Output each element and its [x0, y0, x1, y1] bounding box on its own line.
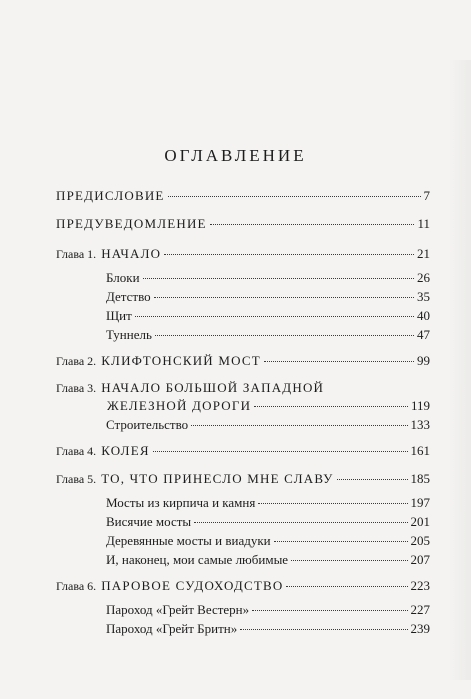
dot-leader	[191, 425, 407, 426]
toc-entry-chapter-1[interactable]	[56, 246, 430, 262]
page-title: ОГЛАВЛЕНИЕ	[164, 146, 307, 165]
toc-subentry[interactable]	[106, 495, 430, 511]
entry-label: И, наконец, мои самые любимые	[106, 552, 289, 567]
page-number: 47	[417, 327, 430, 342]
dot-leader	[155, 335, 414, 336]
entry-label: КЛИФТОНСКИЙ МОСТ	[101, 353, 261, 368]
dot-leader	[291, 560, 407, 561]
dot-leader	[194, 522, 407, 523]
entry-label: Деревянные мосты и виадуки	[106, 533, 271, 548]
entry-label: Детство	[106, 289, 151, 304]
page-number: 21	[417, 246, 430, 261]
page-number: 205	[410, 533, 430, 548]
dot-leader	[264, 361, 414, 362]
chapter-prefix: Глава 1.	[56, 247, 97, 261]
chapter-prefix: Глава 6.	[56, 579, 97, 593]
entry-label: Блоки	[106, 270, 140, 285]
page-number: 26	[417, 270, 430, 285]
page-number: 207	[410, 552, 430, 567]
entry-label: НАЧАЛО БОЛЬШОЙ ЗАПАДНОЙ	[101, 380, 325, 395]
chapter-prefix: Глава 5.	[56, 472, 97, 486]
entry-label: Пароход «Грейт Вестерн»	[106, 602, 250, 617]
entry-label: Мосты из кирпича и камня	[106, 495, 256, 510]
chapter-prefix: Глава 4.	[56, 444, 97, 458]
toc-subentry[interactable]	[106, 602, 430, 618]
toc-entry-preface[interactable]	[56, 188, 430, 204]
toc-subentry[interactable]	[106, 270, 430, 286]
entry-label: Строительство	[106, 417, 189, 432]
toc-entry-chapter-3[interactable]	[56, 380, 430, 396]
chapter-prefix: Глава 3.	[56, 381, 97, 395]
dot-leader	[154, 297, 414, 298]
page-number: 197	[410, 495, 430, 510]
page-number: 133	[410, 417, 430, 432]
entry-label: Пароход «Грейт Бритн»	[106, 621, 238, 636]
dot-leader	[240, 629, 407, 630]
toc-subentry[interactable]	[106, 514, 430, 530]
entry-label: Щит	[106, 308, 132, 323]
toc-subentry[interactable]	[106, 327, 430, 343]
entry-label: НАЧАЛО	[101, 246, 162, 261]
toc-entry-chapter-3-cont[interactable]	[107, 398, 430, 414]
dot-leader	[258, 503, 407, 504]
entry-label: ТО, ЧТО ПРИНЕСЛО МНЕ СЛАВУ	[101, 471, 334, 486]
entry-label: Висячие мосты	[106, 514, 192, 529]
toc-subentry[interactable]	[106, 552, 430, 568]
page-number: 161	[410, 443, 430, 458]
entry-label-continued: ЖЕЛЕЗНОЙ ДОРОГИ	[107, 398, 252, 413]
dot-leader	[164, 254, 414, 255]
entry-label: КОЛЕЯ	[101, 443, 150, 458]
dot-leader	[135, 316, 414, 317]
page-number: 35	[417, 289, 430, 304]
page-number: 99	[417, 353, 430, 368]
page-number: 201	[410, 514, 430, 529]
toc-subentry[interactable]	[106, 621, 430, 637]
toc-subentry[interactable]	[106, 417, 430, 433]
dot-leader	[337, 479, 408, 480]
page-number: 11	[417, 216, 430, 231]
dot-leader	[286, 586, 407, 587]
dot-leader	[210, 224, 415, 225]
dot-leader	[168, 196, 421, 197]
dot-leader	[153, 451, 408, 452]
dot-leader	[143, 278, 414, 279]
toc-entry-foreword[interactable]	[56, 216, 430, 232]
page-number: 223	[410, 578, 430, 593]
toc-entry-chapter-2[interactable]	[56, 353, 430, 369]
dot-leader	[252, 610, 407, 611]
toc-entry-chapter-5[interactable]	[56, 471, 430, 487]
entry-label: ПАРОВОЕ СУДОХОДСТВО	[101, 578, 284, 593]
page-number: 227	[410, 602, 430, 617]
toc-subentry[interactable]	[106, 308, 430, 324]
chapter-prefix: Глава 2.	[56, 354, 97, 368]
page-number: 119	[410, 398, 430, 413]
entry-label: Туннель	[106, 327, 152, 342]
dot-leader	[274, 541, 408, 542]
page-number: 7	[423, 188, 430, 203]
page-number: 239	[410, 621, 430, 636]
toc-subentry[interactable]	[106, 533, 430, 549]
toc-entry-chapter-6[interactable]	[56, 578, 430, 594]
entry-label: ПРЕДИСЛОВИЕ	[56, 188, 165, 203]
dot-leader	[254, 406, 408, 407]
page-number: 185	[410, 471, 430, 486]
toc-subentry[interactable]	[106, 289, 430, 305]
toc-entry-chapter-4[interactable]	[56, 443, 430, 459]
entry-label: ПРЕДУВЕДОМЛЕНИЕ	[56, 216, 207, 231]
page-number: 40	[417, 308, 430, 323]
